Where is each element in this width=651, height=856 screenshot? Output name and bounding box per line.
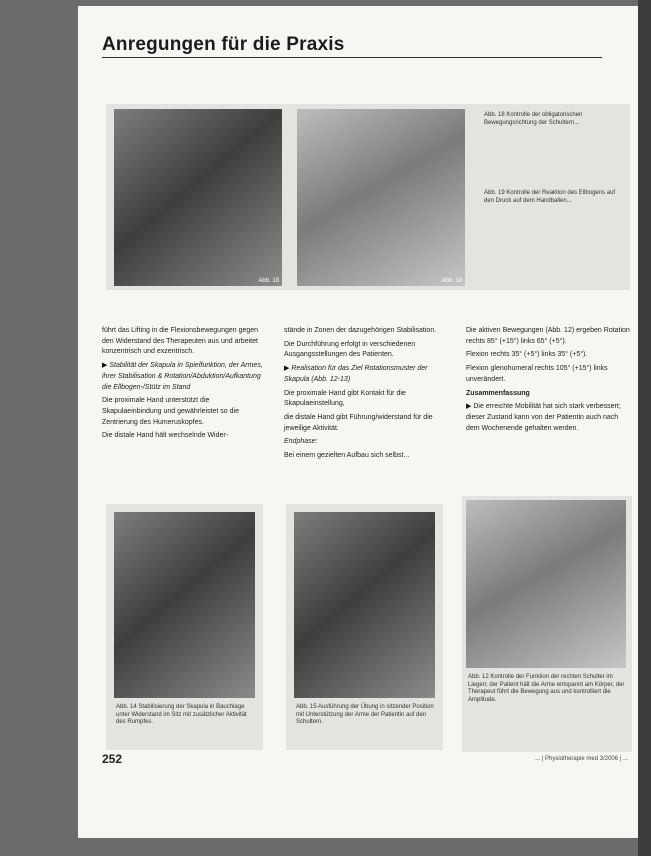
figure-caption: Abb. 19 Kontrolle der Reaktion des Ellbogens auf den Druck auf dem Handballen...: [484, 190, 616, 204]
photo-therapy-back: [114, 109, 282, 286]
page-title: Anregungen für die Praxis: [102, 34, 345, 55]
subheading: Endphase:: [284, 438, 318, 446]
page-number: 252: [102, 752, 123, 766]
photo-shoulder-treatment: [294, 512, 435, 698]
figure-caption: Abb. 18 Kontrolle der obligatorischen Bewegungsrichtung der Schultern...: [484, 112, 583, 126]
paragraph: Die aktiven Bewegungen (Abb. 12) ergeben Rotation rechts 85° (+15°) links 65° (+5°).: [466, 327, 630, 345]
photo-tag: Abb. 19: [441, 278, 462, 284]
section-heading: Zusammenfassung: [466, 389, 530, 397]
paragraph: Die Durchführung erfolgt in verschiedenen Ausgangsstellungen des Patienten.: [284, 340, 416, 359]
photo-therapy-sink: [297, 109, 465, 286]
bullet-text: Stabilität der Skapula in Spielfunktion, der Armes, ihrer Stabilisation & Rotation/Abduktion/Aufkantung die Ellbogen-/Stütz im Stand: [102, 362, 263, 391]
text-column-2: [284, 326, 449, 465]
figure-caption: Abb. 12 Kontrolle der Funktion der rechten Schulter im Liegen; der Patient hält die Arme entspannt am Körper, der Therapeut führt die Bewegung aus und kontrolliert die Amplitude.: [468, 674, 625, 703]
photo-supine-treatment: [466, 500, 626, 668]
paragraph: führt das Lifting in die Flexionsbewegungen gegen den Widerstand des Therapeuten aus und arbeitet konzentrisch und exzentrisch.: [102, 327, 259, 356]
bullet-arrow-icon: ▶: [102, 362, 110, 370]
bullet-arrow-icon: ▶: [466, 403, 474, 411]
list-item: Die proximale Hand unterstützt die Skapulaeinbindung und gewährleistet so die Zentrierung des Humeruskopfes.: [102, 397, 239, 426]
figure-panel: [106, 504, 263, 750]
photo-neck-treatment: [114, 512, 255, 698]
list-item: Die proximale Hand gibt Kontakt für die Skapulaeinstellung,: [284, 389, 406, 408]
bullet-text: Die erreichte Mobilität hat sich stark verbessert; dieser Zustand kann von der Patientin auch nach dem Wochenende gehalten werden.: [466, 403, 621, 432]
list-item: die distale Hand gibt Führung/widerstand für die jeweilige Aktivität.: [284, 413, 433, 432]
paragraph: Flexion glenohumeral rechts 105° (+15°) links unverändert.: [466, 365, 608, 383]
title-rule: [102, 57, 602, 58]
figure-caption: Abb. 15 Ausführung der Übung in sitzender Position mit Unterstützung der Arme der Patientin auf den Schultern.: [296, 704, 434, 725]
photo-tag: Abb. 18: [258, 278, 279, 284]
text-column-3: [466, 326, 631, 437]
bullet-text: Realisation für das Ziel Rotationsmuster der Skapula (Abb. 12-13): [284, 365, 428, 383]
figure-panel: [462, 496, 632, 752]
paragraph: stände in Zonen der dazugehörigen Stabilisation.: [284, 327, 437, 334]
paragraph: Bei einem gezielten Aufbau sich selbst...: [284, 452, 410, 460]
document-page: [78, 6, 638, 838]
figure-panel: [286, 504, 443, 750]
journal-footer: ... | Physiotherapie med 3/2006 | ...: [535, 756, 628, 762]
paragraph: Flexion rechts 35° (+5°) links 35° (+5°).: [466, 351, 588, 359]
dark-page-edge: [638, 0, 651, 856]
list-item: Die distale Hand hält wechselnde Wider-: [102, 432, 229, 440]
text-column-1: [102, 326, 267, 445]
bullet-arrow-icon: ▶: [284, 365, 292, 373]
figure-caption: Abb. 14 Stabilisierung der Skapula in Bauchlage unter Widerstand im Sitz mit zusätzlicher Aktivität des Rumpfes.: [116, 704, 247, 725]
top-figure-band: [106, 104, 630, 290]
